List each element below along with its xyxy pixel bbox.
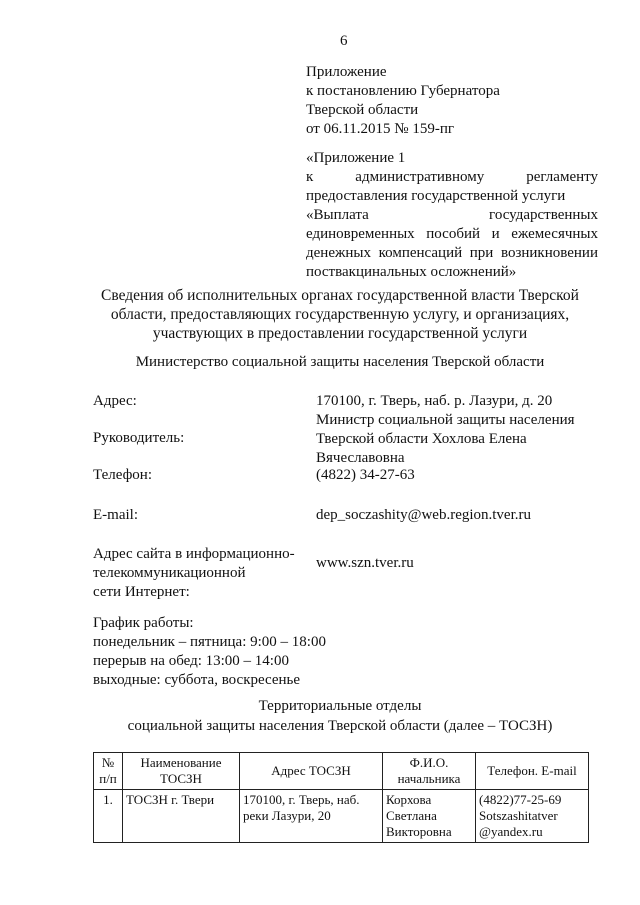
title-line: области, предоставляющих государственную услугу, и организациях, <box>110 306 570 323</box>
appendix-line: поствакцинальных осложнений» <box>306 264 517 280</box>
appendix-line: к административному регламенту <box>306 169 598 185</box>
cell: ТОСЗН г. Твери <box>123 790 240 843</box>
title-line: участвующих в предоставлении государственной услуги <box>152 325 528 342</box>
schedule-line: выходные: суббота, воскресенье <box>93 672 301 688</box>
head-line: Министр социальной защиты населения <box>316 412 575 428</box>
document-title <box>60 286 620 343</box>
page-number: 6 <box>340 33 348 49</box>
head-line: Тверской области Хохлова Елена <box>316 431 527 447</box>
header-line: к постановлению Губернатора <box>306 83 500 99</box>
schedule-line: понедельник – пятница: 9:00 – 18:00 <box>93 634 326 650</box>
header-cell: Наименование ТОСЗН <box>123 753 240 790</box>
territorial-title <box>60 696 620 736</box>
phone-label: Телефон: <box>93 467 152 483</box>
header-cell: № п/п <box>94 753 123 790</box>
email-value: dep_soczashity@web.region.tver.ru <box>316 507 532 523</box>
header-cell: Ф.И.О. начальника <box>383 753 476 790</box>
address-value: 170100, г. Тверь, наб. р. Лазури, д. 20 <box>316 393 553 409</box>
site-label <box>93 545 295 602</box>
header-line: от 06.11.2015 № 159-пг <box>306 121 455 137</box>
site-label-line: телекоммуникационной <box>93 565 246 581</box>
ministry-name: Министерство социальной защиты населения Тверской области <box>135 354 545 370</box>
appendix-block <box>306 149 598 282</box>
appendix-line: предоставления государственной услуги <box>306 188 566 204</box>
tosszn-table <box>93 752 589 843</box>
cell: Корхова Светлана Викторовна <box>383 790 476 843</box>
appendix-line: денежных компенсаций при возникновении <box>306 245 598 261</box>
territorial-title-line: Территориальные отделы <box>258 698 422 714</box>
email-label: E-mail: <box>93 507 138 523</box>
head-value <box>316 411 575 468</box>
header-block <box>306 63 500 139</box>
table-row <box>94 790 589 843</box>
phone-value: (4822) 34-27-63 <box>316 467 415 483</box>
schedule-line: График работы: <box>93 615 194 631</box>
table-header-row <box>94 753 589 790</box>
cell: (4822)77-25-69 Sotszashitatver @yandex.ru <box>476 790 589 843</box>
site-label-line: сети Интернет: <box>93 584 190 600</box>
appendix-line: «Выплата государственных <box>306 207 598 223</box>
territorial-title-line: социальной защиты населения Тверской области (далее – ТОСЗН) <box>127 718 553 734</box>
schedule <box>93 614 326 690</box>
header-line: Тверской области <box>306 102 419 118</box>
cell: 1. <box>94 790 123 843</box>
cell: 170100, г. Тверь, наб. реки Лазури, 20 <box>240 790 383 843</box>
title-line: Сведения об исполнительных органах государственной власти Тверской <box>101 287 579 304</box>
header-cell: Адрес ТОСЗН <box>240 753 383 790</box>
address-label: Адрес: <box>93 393 137 409</box>
appendix-line: «Приложение 1 <box>306 150 406 166</box>
appendix-line: единовременных пособий и ежемесячных <box>306 226 598 242</box>
site-value: www.szn.tver.ru <box>316 555 414 571</box>
schedule-line: перерыв на обед: 13:00 – 14:00 <box>93 653 289 669</box>
head-line: Вячеславовна <box>316 450 405 466</box>
site-label-line: Адрес сайта в информационно- <box>93 546 295 562</box>
header-line: Приложение <box>306 64 387 80</box>
header-cell: Телефон. E-mail <box>476 753 589 790</box>
head-label: Руководитель: <box>93 430 185 446</box>
